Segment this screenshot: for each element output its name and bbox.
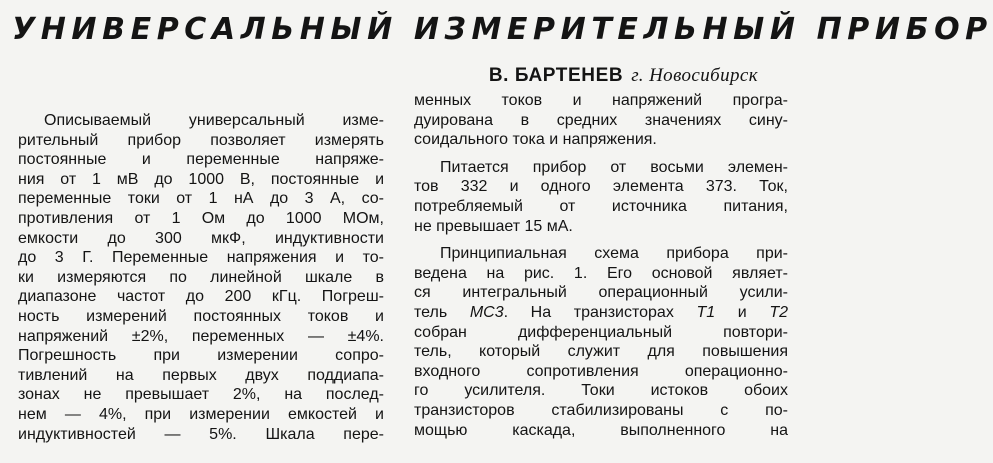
paragraph (414, 244, 788, 440)
body-line: собран дифференциальный повтори- (414, 323, 788, 341)
body-line: го усилителя. Токи истоков обоих (414, 382, 788, 400)
body-line: тов 332 и одного элемента 373. Ток, (414, 178, 788, 196)
body-line: ся интегральный операционный усили- (414, 284, 788, 302)
body-line: Погрешность при измерении сопро- (18, 347, 384, 365)
body-line: входного сопротивления операционно- (414, 362, 788, 380)
body-line: постоянные и переменные напряже- (18, 151, 384, 169)
chip-reference: МС3 (469, 303, 504, 321)
body-line: нем — 4%, при измерении емкостей и (18, 405, 384, 423)
body-line: индуктивностей — 5%. Шкала пере- (18, 425, 384, 443)
body-line: менных токов и напряжений програ- (414, 92, 788, 109)
body-line: переменные токи от 1 нА до 3 А, со- (18, 190, 384, 208)
transistor-reference: Т2 (769, 303, 788, 321)
body-line: мощью каскада, выполненного на (414, 421, 788, 439)
transistor-reference: Т1 (696, 303, 716, 321)
body-line: ведена на рис. 1. Его основой являет- (414, 264, 788, 282)
left-column (18, 111, 384, 444)
body-line: Описываемый универсальный изме- (44, 112, 384, 129)
byline (489, 64, 758, 88)
body-line: рительный прибор позволяет измерять (18, 131, 384, 149)
author-name: В. БАРТЕНЕВ (488, 65, 624, 86)
body-line: тивлений на первых двух поддиапа- (18, 366, 384, 384)
body-line: ки измеряются по линейной шкале в (18, 268, 384, 286)
body-line: диапазоне частот до 200 кГц. Погреш- (18, 288, 384, 306)
body-line: зонах не превышает 2%, на послед- (18, 386, 384, 404)
text-run: . На транзисторах (503, 303, 674, 321)
body-line: до 3 Г. Переменные напряжения и то- (18, 249, 384, 267)
body-line: потребляемый от источника питания, (414, 197, 788, 215)
text-run: и (737, 303, 747, 321)
body-line: тель, который служит для повышения (414, 343, 788, 361)
body-line: емкости до 300 мкФ, индуктивности (18, 229, 384, 247)
paragraph (414, 158, 788, 236)
article-title: УНИВЕРСАЛЬНЫЙ ИЗМЕРИТЕЛЬНЫЙ ПРИБОР (12, 12, 993, 47)
body-line: ния от 1 мВ до 1000 В, постоянные и (18, 170, 384, 188)
body-line: противления от 1 Ом до 1000 МОм, (18, 209, 384, 227)
body-line: напряжений ±2%, переменных — ±4%. (18, 327, 384, 345)
body-line: транзисторов стабилизированы с по- (414, 401, 788, 419)
body-line: соидального тока и напряжения. (414, 131, 657, 149)
paragraph (414, 91, 788, 150)
text-run: тель (414, 303, 448, 321)
body-line: Принципиальная схема прибора при- (440, 245, 788, 263)
right-column (414, 91, 788, 440)
body-line: Питается прибор от восьми элемен- (440, 158, 788, 176)
body-line (414, 303, 788, 323)
body-line: не превышает 15 мА. (414, 217, 573, 235)
body-line: дуирована в средних значениях сину- (414, 111, 788, 129)
body-line: ность измерений постоянных токов и (18, 307, 384, 325)
author-city: г. Новосибирск (631, 65, 758, 86)
